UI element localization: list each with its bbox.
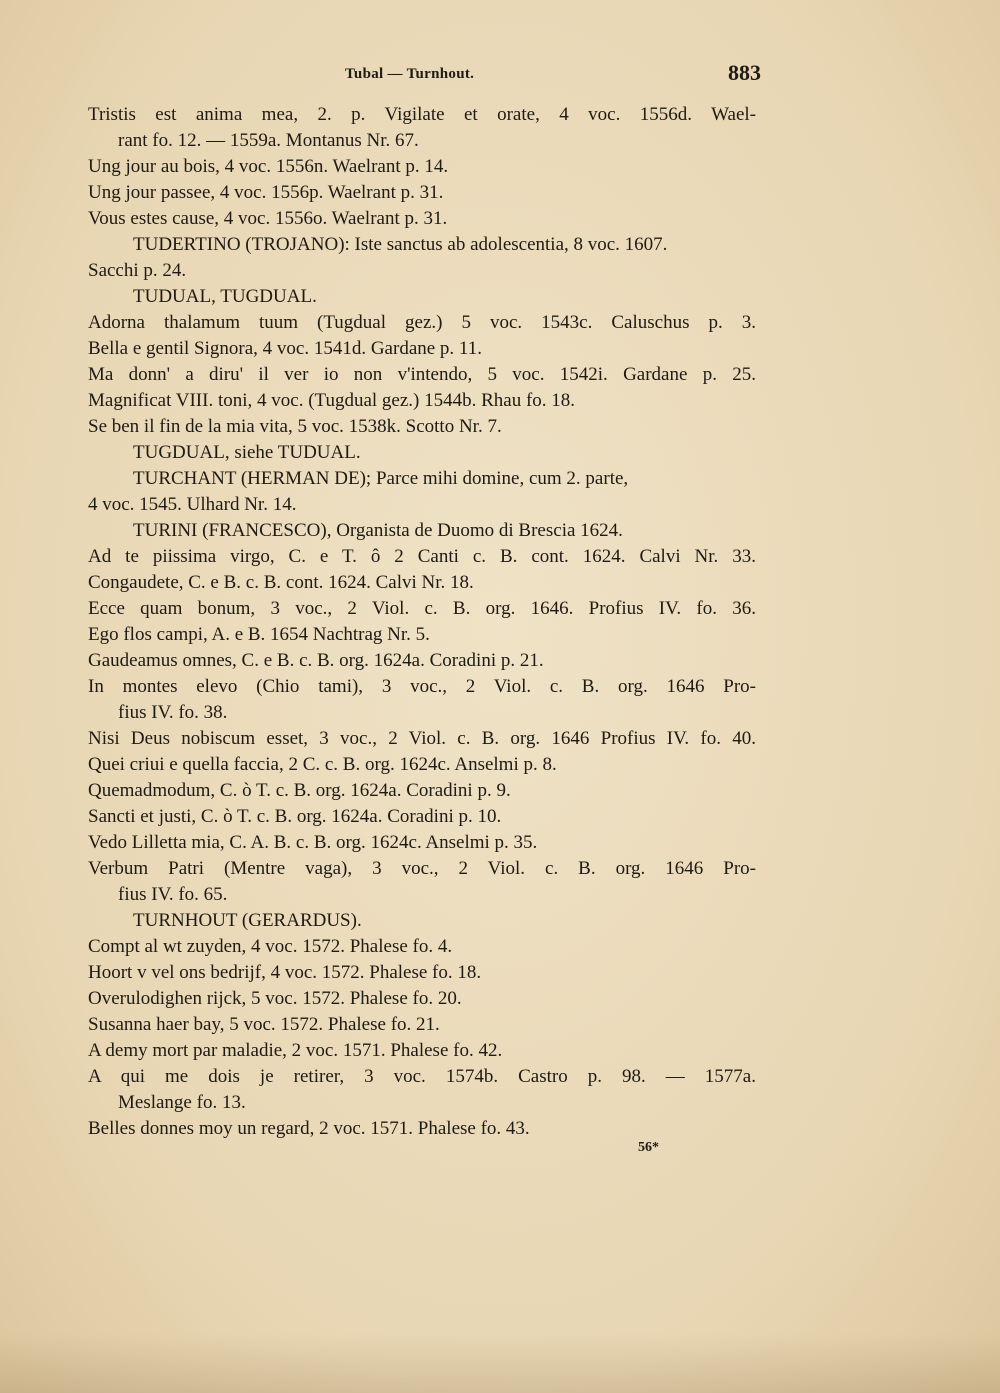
line-text: In montes elevo (Chio tami), 3 voc., 2 Viol. c. B. org. 1646 Pro- (88, 676, 756, 697)
text-line (0, 700, 1000, 726)
text-line (0, 752, 1000, 778)
line-text: Ego flos campi, A. e B. 1654 Nachtrag Nr. 5. (88, 624, 430, 645)
line-text: Adorna thalamum tuum (Tugdual gez.) 5 voc. 1543c. Caluschus p. 3. (88, 312, 756, 333)
line-text: fius IV. fo. 38. (118, 702, 228, 723)
text-body (0, 102, 1000, 1142)
line-text: Congaudete, C. e B. c. B. cont. 1624. Calvi Nr. 18. (88, 572, 474, 593)
text-line (0, 570, 1000, 596)
text-line (0, 544, 1000, 570)
text-line (0, 128, 1000, 154)
text-line (0, 1090, 1000, 1116)
text-line (0, 622, 1000, 648)
text-line (0, 726, 1000, 752)
line-text: Quei criui e quella faccia, 2 C. c. B. org. 1624c. Anselmi p. 8. (88, 754, 557, 775)
line-text: Verbum Patri (Mentre vaga), 3 voc., 2 Viol. c. B. org. 1646 Pro- (88, 858, 756, 879)
text-line (0, 830, 1000, 856)
line-text: Sancti et justi, C. ò T. c. B. org. 1624a. Coradini p. 10. (88, 806, 502, 827)
line-text: Ma donn' a diru' il ver io non v'intendo, 5 voc. 1542i. Gardane p. 25. (88, 364, 756, 385)
text-line (0, 882, 1000, 908)
line-text: Compt al wt zuyden, 4 voc. 1572. Phalese fo. 4. (88, 936, 453, 957)
line-text: rant fo. 12. — 1559a. Montanus Nr. 67. (118, 130, 419, 151)
page-shadow (0, 1333, 1000, 1393)
line-text: TURINI (FRANCESCO), Organista de Duomo di Brescia 1624. (133, 520, 623, 541)
text-line (0, 492, 1000, 518)
text-line (0, 856, 1000, 882)
text-line (0, 336, 1000, 362)
running-header (0, 60, 1000, 94)
line-text: Hoort v vel ons bedrijf, 4 voc. 1572. Phalese fo. 18. (88, 962, 482, 983)
line-text: 4 voc. 1545. Ulhard Nr. 14. (88, 494, 297, 515)
entry-heading (0, 232, 1000, 258)
line-text: Se ben il fin de la mia vita, 5 voc. 1538k. Scotto Nr. 7. (88, 416, 502, 437)
text-line (0, 1116, 1000, 1142)
page-number: 883 (728, 60, 761, 85)
line-text: TUDUAL, TUGDUAL. (133, 286, 317, 307)
line-text: Ung jour passee, 4 voc. 1556p. Waelrant p. 31. (88, 182, 444, 203)
text-line (0, 960, 1000, 986)
line-text: A qui me dois je retirer, 3 voc. 1574b. Castro p. 98. — 1577a. (88, 1066, 756, 1087)
line-text: TUDERTINO (TROJANO): Iste sanctus ab adolescentia, 8 voc. 1607. (133, 234, 668, 255)
line-text: Magnificat VIII. toni, 4 voc. (Tugdual gez.) 1544b. Rhau fo. 18. (88, 390, 576, 411)
line-text: Tristis est anima mea, 2. p. Vigilate et orate, 4 voc. 1556d. Wael- (88, 104, 756, 125)
entry-heading (0, 466, 1000, 492)
line-text: Ad te piissima virgo, C. e T. ô 2 Canti c. B. cont. 1624. Calvi Nr. 33. (88, 546, 756, 567)
line-text: A demy mort par maladie, 2 voc. 1571. Phalese fo. 42. (88, 1040, 503, 1061)
line-text: Nisi Deus nobiscum esset, 3 voc., 2 Viol. c. B. org. 1646 Profius IV. fo. 40. (88, 728, 756, 749)
line-text: Belles donnes moy un regard, 2 voc. 1571. Phalese fo. 43. (88, 1118, 530, 1139)
entry-heading (0, 440, 1000, 466)
line-text: Ecce quam bonum, 3 voc., 2 Viol. c. B. org. 1646. Profius IV. fo. 36. (88, 598, 756, 619)
text-line (0, 102, 1000, 128)
text-line (0, 362, 1000, 388)
text-line (0, 206, 1000, 232)
text-line (0, 1038, 1000, 1064)
text-line (0, 388, 1000, 414)
text-line (0, 1012, 1000, 1038)
line-text: Susanna haer bay, 5 voc. 1572. Phalese fo. 21. (88, 1014, 440, 1035)
line-text: Meslange fo. 13. (118, 1092, 246, 1113)
line-text: Gaudeamus omnes, C. e B. c. B. org. 1624a. Coradini p. 21. (88, 650, 544, 671)
text-line (0, 258, 1000, 284)
signature-mark: 56* (638, 1140, 659, 1155)
text-line (0, 1064, 1000, 1090)
line-text: Ung jour au bois, 4 voc. 1556n. Waelrant p. 14. (88, 156, 449, 177)
line-text: Sacchi p. 24. (88, 260, 187, 281)
text-line (0, 414, 1000, 440)
line-text: fius IV. fo. 65. (118, 884, 228, 905)
line-text: TURCHANT (HERMAN DE); Parce mihi domine, cum 2. parte, (133, 468, 629, 489)
entry-heading (0, 284, 1000, 310)
text-line (0, 180, 1000, 206)
text-line (0, 648, 1000, 674)
line-text: Overulodighen rijck, 5 voc. 1572. Phalese fo. 20. (88, 988, 462, 1009)
text-line (0, 986, 1000, 1012)
text-line (0, 778, 1000, 804)
text-line (0, 154, 1000, 180)
line-text: TUGDUAL, siehe TUDUAL. (133, 442, 361, 463)
line-text: Vedo Lilletta mia, C. A. B. c. B. org. 1624c. Anselmi p. 35. (88, 832, 538, 853)
text-line (0, 310, 1000, 336)
line-text: Bella e gentil Signora, 4 voc. 1541d. Gardane p. 11. (88, 338, 482, 359)
running-title: Tubal — Turnhout. (345, 66, 475, 82)
text-line (0, 674, 1000, 700)
entry-heading (0, 518, 1000, 544)
text-line (0, 934, 1000, 960)
text-line (0, 596, 1000, 622)
line-text: Quemadmodum, C. ò T. c. B. org. 1624a. Coradini p. 9. (88, 780, 511, 801)
line-text: TURNHOUT (GERARDUS). (133, 910, 362, 931)
entry-heading (0, 908, 1000, 934)
line-text: Vous estes cause, 4 voc. 1556o. Waelrant p. 31. (88, 208, 448, 229)
text-line (0, 804, 1000, 830)
